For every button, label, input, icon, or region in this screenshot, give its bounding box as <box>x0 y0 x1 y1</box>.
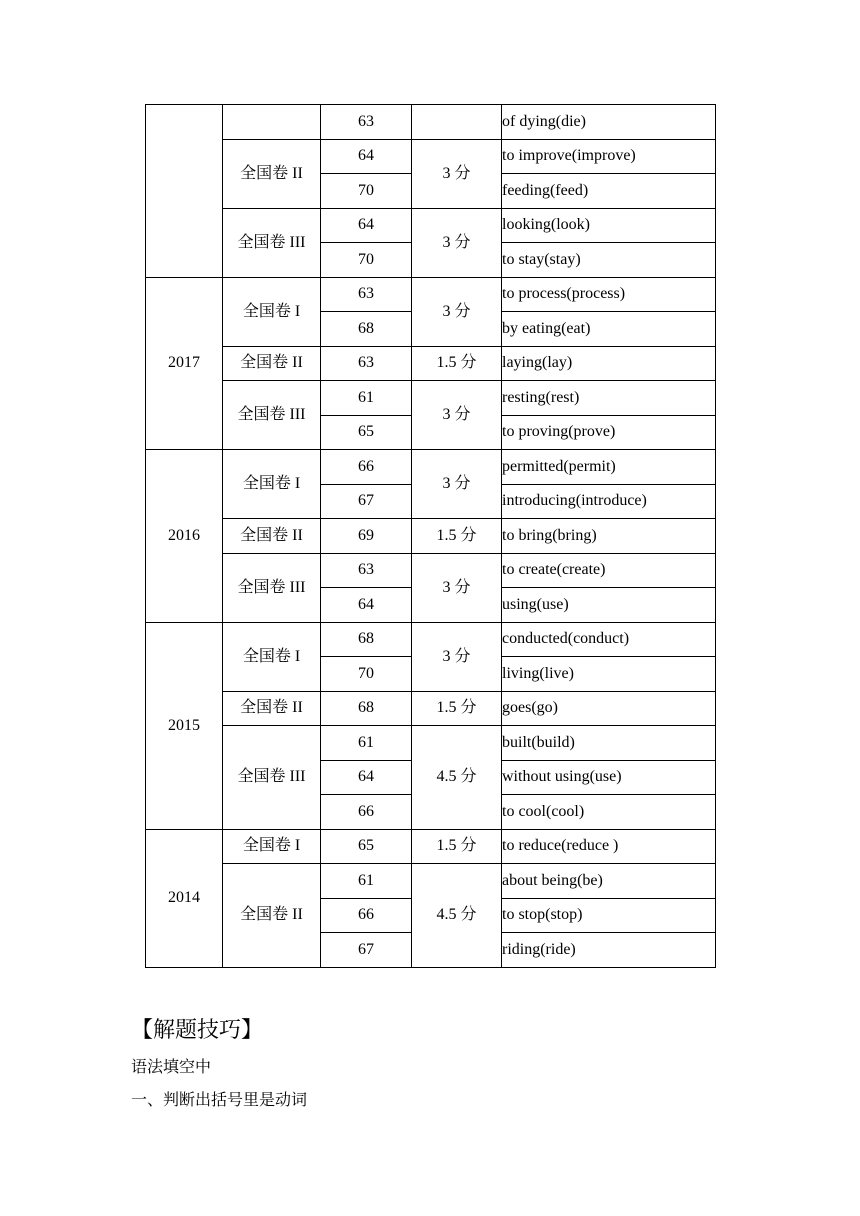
score-cell: 3 分 <box>412 277 502 346</box>
paper-cell <box>223 105 321 140</box>
answer-cell: about being(be) <box>502 864 716 899</box>
table-row <box>146 622 716 657</box>
question-number-cell: 68 <box>321 622 412 657</box>
table-row <box>146 105 716 140</box>
answer-cell: introducing(introduce) <box>502 484 716 519</box>
table-row <box>146 553 716 588</box>
question-number-cell: 61 <box>321 726 412 761</box>
answer-cell: using(use) <box>502 588 716 623</box>
score-cell: 3 分 <box>412 139 502 208</box>
paper-cell: 全国卷 II <box>223 139 321 208</box>
answer-cell: permitted(permit) <box>502 450 716 485</box>
answer-cell: to reduce(reduce ) <box>502 829 716 864</box>
answer-cell: laying(lay) <box>502 346 716 381</box>
question-number-cell: 67 <box>321 933 412 968</box>
question-number-cell: 70 <box>321 174 412 209</box>
answer-cell: feeding(feed) <box>502 174 716 209</box>
question-number-cell: 63 <box>321 346 412 381</box>
question-number-cell: 63 <box>321 277 412 312</box>
score-cell: 1.5 分 <box>412 691 502 726</box>
body-text-line-2: 一、判断出括号里是动词 <box>131 1090 308 1109</box>
table-row <box>146 519 716 554</box>
question-number-cell: 64 <box>321 208 412 243</box>
answer-cell: to bring(bring) <box>502 519 716 554</box>
paper-cell: 全国卷 III <box>223 381 321 450</box>
score-cell: 3 分 <box>412 553 502 622</box>
table-row <box>146 726 716 761</box>
answer-cell: to improve(improve) <box>502 139 716 174</box>
paper-cell: 全国卷 II <box>223 864 321 968</box>
answer-cell: conducted(conduct) <box>502 622 716 657</box>
score-cell: 3 分 <box>412 622 502 691</box>
score-cell: 3 分 <box>412 208 502 277</box>
table-row <box>146 450 716 485</box>
question-number-cell: 67 <box>321 484 412 519</box>
paper-cell: 全国卷 II <box>223 691 321 726</box>
paper-cell: 全国卷 III <box>223 208 321 277</box>
answer-cell: looking(look) <box>502 208 716 243</box>
year-cell <box>146 105 223 278</box>
answer-cell: without using(use) <box>502 760 716 795</box>
paper-cell: 全国卷 I <box>223 277 321 346</box>
question-number-cell: 63 <box>321 105 412 140</box>
answer-cell: of dying(die) <box>502 105 716 140</box>
year-cell: 2016 <box>146 450 223 623</box>
answer-cell: by eating(eat) <box>502 312 716 347</box>
table-row <box>146 829 716 864</box>
question-number-cell: 70 <box>321 243 412 278</box>
answer-cell: riding(ride) <box>502 933 716 968</box>
question-number-cell: 69 <box>321 519 412 554</box>
score-cell: 4.5 分 <box>412 864 502 968</box>
exam-table <box>145 104 716 968</box>
question-number-cell: 70 <box>321 657 412 692</box>
section-title: 【解题技巧】 <box>131 1018 264 1043</box>
score-cell: 1.5 分 <box>412 519 502 554</box>
answer-cell: to stop(stop) <box>502 898 716 933</box>
table-row <box>146 346 716 381</box>
year-cell: 2015 <box>146 622 223 829</box>
question-number-cell: 64 <box>321 139 412 174</box>
score-cell: 3 分 <box>412 450 502 519</box>
question-number-cell: 64 <box>321 588 412 623</box>
year-cell: 2014 <box>146 829 223 967</box>
table-row <box>146 277 716 312</box>
paper-cell: 全国卷 III <box>223 553 321 622</box>
answer-cell: to proving(prove) <box>502 415 716 450</box>
answer-cell: resting(rest) <box>502 381 716 416</box>
score-cell: 3 分 <box>412 381 502 450</box>
answer-cell: to create(create) <box>502 553 716 588</box>
question-number-cell: 66 <box>321 450 412 485</box>
table-row <box>146 208 716 243</box>
paper-cell: 全国卷 II <box>223 346 321 381</box>
question-number-cell: 66 <box>321 898 412 933</box>
paper-cell: 全国卷 II <box>223 519 321 554</box>
year-cell: 2017 <box>146 277 223 450</box>
question-number-cell: 68 <box>321 312 412 347</box>
question-number-cell: 61 <box>321 864 412 899</box>
table-row <box>146 381 716 416</box>
answer-cell: to cool(cool) <box>502 795 716 830</box>
question-number-cell: 63 <box>321 553 412 588</box>
table-row <box>146 691 716 726</box>
answer-cell: living(live) <box>502 657 716 692</box>
question-number-cell: 64 <box>321 760 412 795</box>
table-row <box>146 864 716 899</box>
question-number-cell: 61 <box>321 381 412 416</box>
question-number-cell: 66 <box>321 795 412 830</box>
answer-cell: goes(go) <box>502 691 716 726</box>
table-row <box>146 139 716 174</box>
score-cell: 1.5 分 <box>412 829 502 864</box>
answer-cell: built(build) <box>502 726 716 761</box>
question-number-cell: 68 <box>321 691 412 726</box>
answer-cell: to stay(stay) <box>502 243 716 278</box>
question-number-cell: 65 <box>321 829 412 864</box>
question-number-cell: 65 <box>321 415 412 450</box>
score-cell <box>412 105 502 140</box>
body-text-line-1: 语法填空中 <box>131 1057 212 1076</box>
score-cell: 4.5 分 <box>412 726 502 830</box>
paper-cell: 全国卷 I <box>223 622 321 691</box>
paper-cell: 全国卷 III <box>223 726 321 830</box>
score-cell: 1.5 分 <box>412 346 502 381</box>
answer-cell: to process(process) <box>502 277 716 312</box>
paper-cell: 全国卷 I <box>223 829 321 864</box>
paper-cell: 全国卷 I <box>223 450 321 519</box>
